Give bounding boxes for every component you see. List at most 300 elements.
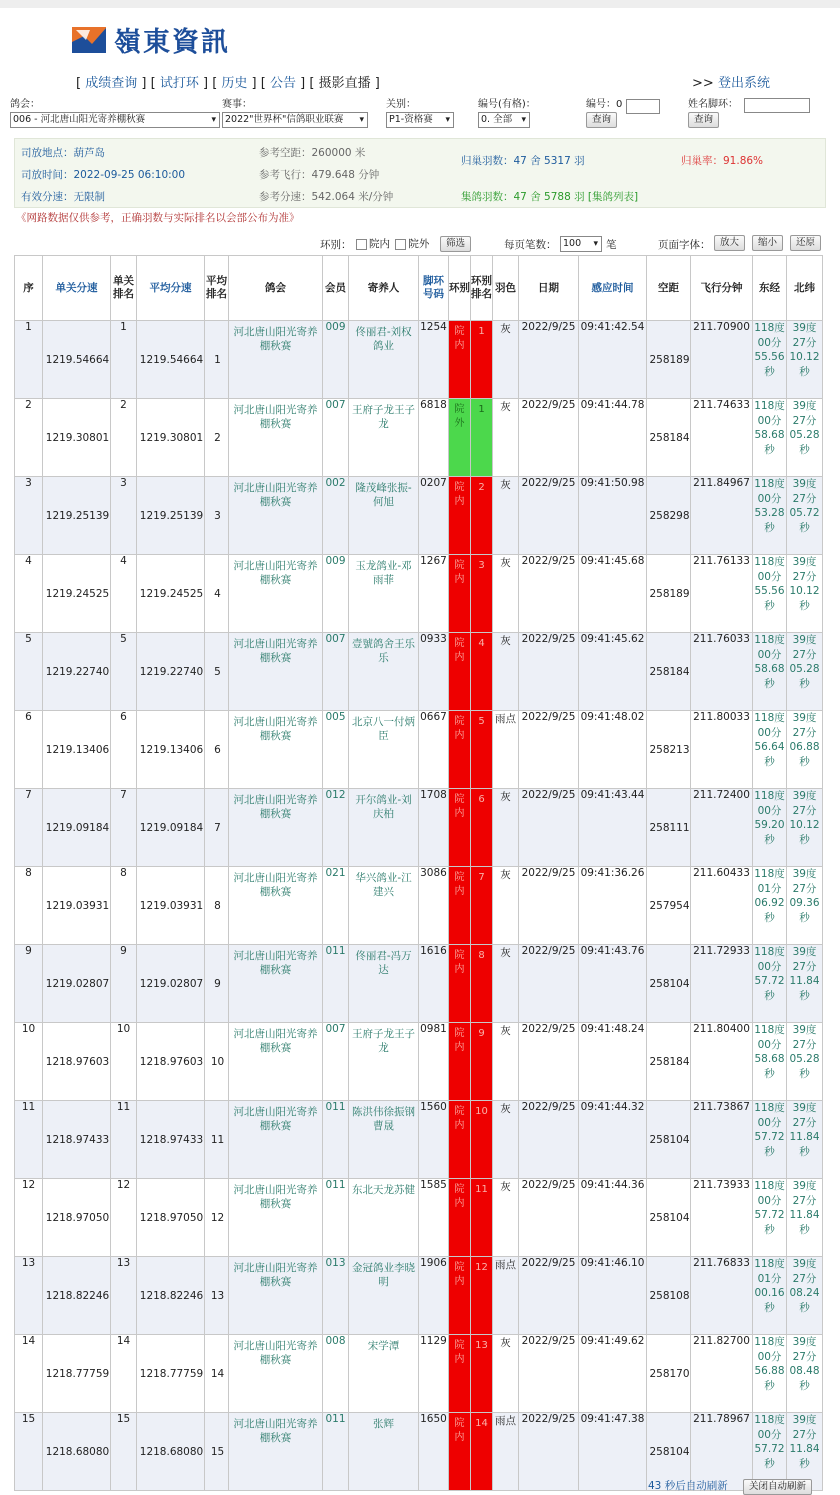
cell-latitude: 39度27分05.28秒 — [787, 399, 823, 477]
cell-ring-type: 院内 — [449, 867, 471, 945]
cell-ring: 0667 — [419, 711, 449, 789]
cell-type-rank: 13 — [471, 1335, 493, 1413]
cell-minutes: 211.60433 — [691, 867, 753, 945]
brand-name: 嶺東資訊 — [114, 26, 230, 58]
table-header-row — [15, 256, 823, 321]
cell-ring-type: 院内 — [449, 1179, 471, 1257]
table-row[interactable] — [15, 711, 823, 789]
cell-member[interactable]: 007 — [323, 1023, 349, 1101]
cell-color: 雨点 — [493, 711, 519, 789]
cell-longitude: 118度00分55.56秒 — [753, 555, 787, 633]
cell-distance: 258104 — [647, 1179, 691, 1257]
cell-type-rank: 8 — [471, 945, 493, 1023]
cell-avg-rank: 1 — [205, 321, 229, 399]
top-band — [0, 0, 840, 8]
cell-member[interactable]: 007 — [323, 633, 349, 711]
cell-distance: 258104 — [647, 945, 691, 1023]
col-avg-speed[interactable]: 平均分速 — [137, 256, 205, 321]
cell-seq: 9 — [15, 945, 43, 1023]
cell-member[interactable]: 008 — [323, 1335, 349, 1413]
cell-rank: 10 — [111, 1023, 137, 1101]
cell-distance: 258170 — [647, 1335, 691, 1413]
cell-latitude: 39度27分11.84秒 — [787, 1413, 823, 1491]
cell-type-rank: 7 — [471, 867, 493, 945]
cell-type-rank: 5 — [471, 711, 493, 789]
ref-distance: 参考空距：260000 米 — [259, 147, 366, 159]
race-label: 赛事： — [222, 99, 252, 110]
cell-avg-rank: 4 — [205, 555, 229, 633]
cell-latitude: 39度27分06.88秒 — [787, 711, 823, 789]
cell-color: 灰 — [493, 1335, 519, 1413]
cell-avg-speed: 1218.97050 — [137, 1179, 205, 1257]
cell-speed: 1219.02807 — [43, 945, 111, 1023]
cell-member[interactable]: 011 — [323, 945, 349, 1023]
cell-avg-rank: 11 — [205, 1101, 229, 1179]
cell-avg-rank: 7 — [205, 789, 229, 867]
cell-ring: 1906 — [419, 1257, 449, 1335]
cell-avg-rank: 8 — [205, 867, 229, 945]
table-row[interactable] — [15, 399, 823, 477]
cell-ring-type: 院内 — [449, 1257, 471, 1335]
cell-member[interactable]: 007 — [323, 399, 349, 477]
cell-longitude: 118度00分53.28秒 — [753, 477, 787, 555]
nav-test-ring[interactable]: 试打环 — [159, 76, 199, 91]
cell-owner[interactable]: 王府子龙王子龙 — [349, 1023, 419, 1101]
inside-checkbox[interactable] — [356, 239, 367, 250]
cell-date: 2022/9/25 — [519, 945, 579, 1023]
cell-type-rank: 1 — [471, 399, 493, 477]
cell-avg-speed: 1219.09184 — [137, 789, 205, 867]
cell-time: 09:41:45.68 — [579, 555, 647, 633]
cell-owner[interactable]: 北京八一付炳臣 — [349, 711, 419, 789]
col-ring-type: 环别 — [449, 256, 471, 321]
cell-rank: 5 — [111, 633, 137, 711]
number-search-button[interactable]: 查询 — [586, 112, 617, 128]
cell-seq: 5 — [15, 633, 43, 711]
cell-avg-speed: 1218.82246 — [137, 1257, 205, 1335]
cell-owner[interactable]: 隆茂峰张振-何旭 — [349, 477, 419, 555]
cell-type-rank: 4 — [471, 633, 493, 711]
table-row[interactable] — [15, 867, 823, 945]
font-size-label: 页面字体： — [658, 239, 711, 251]
number-input[interactable] — [626, 99, 660, 114]
cell-owner[interactable]: 玉龙鸽业-邓雨菲 — [349, 555, 419, 633]
cell-club[interactable]: 河北唐山阳光寄养棚秋赛 — [229, 1413, 323, 1491]
cell-member[interactable]: 009 — [323, 321, 349, 399]
cell-date: 2022/9/25 — [519, 1101, 579, 1179]
cell-seq: 12 — [15, 1179, 43, 1257]
cell-longitude: 118度00分57.72秒 — [753, 1101, 787, 1179]
cell-speed: 1218.68080 — [43, 1413, 111, 1491]
stop-refresh-button[interactable]: 关闭自动刷新 — [743, 1479, 812, 1495]
cell-longitude: 118度00分56.64秒 — [753, 711, 787, 789]
cell-color: 雨点 — [493, 1413, 519, 1491]
cell-time: 09:41:48.24 — [579, 1023, 647, 1101]
cell-owner[interactable]: 东北天龙苏健 — [349, 1179, 419, 1257]
cell-avg-rank: 10 — [205, 1023, 229, 1101]
cell-avg-speed: 1219.24525 — [137, 555, 205, 633]
cell-club[interactable]: 河北唐山阳光寄养棚秋赛 — [229, 555, 323, 633]
cell-date: 2022/9/25 — [519, 711, 579, 789]
cell-speed: 1218.77759 — [43, 1335, 111, 1413]
cell-speed: 1219.24525 — [43, 555, 111, 633]
cell-time: 09:41:46.10 — [579, 1257, 647, 1335]
cell-seq: 7 — [15, 789, 43, 867]
cell-member[interactable]: 002 — [323, 477, 349, 555]
table-row[interactable] — [15, 1023, 823, 1101]
collected-count[interactable]: 集鸽羽数：47 舍 5788 羽 [集鸽列表] — [461, 191, 639, 203]
cell-rank: 15 — [111, 1413, 137, 1491]
cell-longitude: 118度00分57.72秒 — [753, 1179, 787, 1257]
cell-avg-rank: 5 — [205, 633, 229, 711]
cell-rank: 1 — [111, 321, 137, 399]
cell-club[interactable]: 河北唐山阳光寄养棚秋赛 — [229, 1101, 323, 1179]
cell-time: 09:41:43.44 — [579, 789, 647, 867]
cell-type-rank: 14 — [471, 1413, 493, 1491]
stage-label: 关别： — [386, 99, 416, 110]
ref-flight: 参考飞行：479.648 分钟 — [259, 169, 380, 181]
cell-seq: 1 — [15, 321, 43, 399]
col-rank: 单关排名 — [111, 256, 137, 321]
cell-distance: 258184 — [647, 1023, 691, 1101]
col-ring[interactable]: 脚环号码 — [419, 256, 449, 321]
nav-announcement[interactable]: 公告 — [270, 76, 297, 91]
cell-date: 2022/9/25 — [519, 1257, 579, 1335]
cell-club[interactable]: 河北唐山阳光寄养棚秋赛 — [229, 1023, 323, 1101]
cell-member[interactable]: 012 — [323, 789, 349, 867]
race-select[interactable]: 2022"世界杯"信鸽职业联赛 ▾ — [222, 112, 368, 128]
cell-avg-speed: 1218.77759 — [137, 1335, 205, 1413]
table-row[interactable] — [15, 1179, 823, 1257]
cell-member[interactable]: 011 — [323, 1179, 349, 1257]
cell-distance: 258213 — [647, 711, 691, 789]
outside-checkbox[interactable] — [395, 239, 406, 250]
cell-type-rank: 9 — [471, 1023, 493, 1101]
cell-type-rank: 6 — [471, 789, 493, 867]
cell-distance: 258298 — [647, 477, 691, 555]
table-row[interactable] — [15, 321, 823, 399]
valid-speed: 无限制 — [73, 191, 105, 203]
cell-speed: 1219.25139 — [43, 477, 111, 555]
release-place-label: 司放地点： — [21, 147, 74, 159]
cell-owner[interactable]: 张辉 — [349, 1413, 419, 1491]
cell-date: 2022/9/25 — [519, 1413, 579, 1491]
cell-minutes: 211.73933 — [691, 1179, 753, 1257]
cell-ring: 1129 — [419, 1335, 449, 1413]
cell-date: 2022/9/25 — [519, 867, 579, 945]
cell-owner[interactable]: 开尔鸽业-刘庆柏 — [349, 789, 419, 867]
cell-time: 09:41:50.98 — [579, 477, 647, 555]
release-time: 2022-09-25 06:10:00 — [73, 169, 186, 181]
results-body — [15, 321, 823, 1491]
cell-club[interactable]: 河北唐山阳光寄养棚秋赛 — [229, 867, 323, 945]
cell-rank: 7 — [111, 789, 137, 867]
cell-avg-rank: 6 — [205, 711, 229, 789]
cell-minutes: 211.78967 — [691, 1413, 753, 1491]
filter-button[interactable]: 筛选 — [440, 236, 471, 252]
cell-avg-speed: 1219.03931 — [137, 867, 205, 945]
cell-ring: 1616 — [419, 945, 449, 1023]
cell-rank: 9 — [111, 945, 137, 1023]
cell-type-rank: 1 — [471, 321, 493, 399]
cell-time: 09:41:47.38 — [579, 1413, 647, 1491]
cell-ring-type: 院内 — [449, 1101, 471, 1179]
cell-ring: 0981 — [419, 1023, 449, 1101]
col-member: 会员 — [323, 256, 349, 321]
table-row[interactable] — [15, 477, 823, 555]
zoom-in-button[interactable]: 放大 — [714, 235, 745, 251]
table-row[interactable] — [15, 555, 823, 633]
cell-ring: 1267 — [419, 555, 449, 633]
cell-longitude: 118度00分55.56秒 — [753, 321, 787, 399]
cell-seq: 14 — [15, 1335, 43, 1413]
col-seq: 序 — [15, 256, 43, 321]
cell-distance: 258189 — [647, 321, 691, 399]
cell-speed: 1219.09184 — [43, 789, 111, 867]
cell-color: 灰 — [493, 1101, 519, 1179]
refresh-countdown: 43 秒后自动刷新 — [648, 1480, 728, 1492]
table-row[interactable] — [15, 1101, 823, 1179]
reset-font-button[interactable]: 还原 — [790, 235, 821, 251]
release-time-label: 司放时间： — [21, 169, 74, 181]
inside-label: 院内 — [369, 238, 390, 250]
cell-type-rank: 11 — [471, 1179, 493, 1257]
cell-longitude: 118度00分59.20秒 — [753, 789, 787, 867]
cell-color: 灰 — [493, 945, 519, 1023]
logout-area — [692, 72, 770, 91]
cell-owner[interactable]: 金冠鸽业李晓明 — [349, 1257, 419, 1335]
cell-rank: 3 — [111, 477, 137, 555]
col-latitude: 北纬 — [787, 256, 823, 321]
cell-owner[interactable]: 佟丽君-冯万达 — [349, 945, 419, 1023]
stage-select[interactable]: P1-资格赛 ▾ — [386, 112, 454, 128]
cell-date: 2022/9/25 — [519, 633, 579, 711]
code-label: 编号(有格)： — [478, 99, 536, 110]
cell-avg-rank: 9 — [205, 945, 229, 1023]
return-count: 归巢羽数：47 舍 5317 羽 — [461, 155, 585, 167]
cell-owner[interactable]: 王府子龙王子龙 — [349, 399, 419, 477]
per-page-select[interactable]: 100 ▾ — [560, 236, 602, 252]
cell-type-rank: 3 — [471, 555, 493, 633]
cell-avg-speed: 1219.02807 — [137, 945, 205, 1023]
cell-member[interactable]: 013 — [323, 1257, 349, 1335]
per-page-label: 每页笔数： — [504, 239, 557, 251]
col-avg-rank: 平均排名 — [205, 256, 229, 321]
cell-longitude: 118度01分06.92秒 — [753, 867, 787, 945]
cell-ring: 1708 — [419, 789, 449, 867]
cell-seq: 11 — [15, 1101, 43, 1179]
cell-latitude: 39度27分05.28秒 — [787, 633, 823, 711]
col-club: 鸽会 — [229, 256, 323, 321]
cell-latitude: 39度27分11.84秒 — [787, 1101, 823, 1179]
cell-longitude: 118度00分58.68秒 — [753, 399, 787, 477]
main-nav: [ 成绩查询 ] [ 试打环 ] [ 历史 ] [ 公告 ] [ 摄影直播 ] — [76, 76, 380, 91]
cell-club[interactable]: 河北唐山阳光寄养棚秋赛 — [229, 399, 323, 477]
cell-distance: 258111 — [647, 789, 691, 867]
cell-avg-speed: 1218.97433 — [137, 1101, 205, 1179]
filter-bar — [0, 98, 840, 138]
cell-ring-type: 院内 — [449, 789, 471, 867]
cell-ring-type: 院内 — [449, 945, 471, 1023]
cell-owner[interactable]: 壹號鸽舍王乐乐 — [349, 633, 419, 711]
table-row[interactable] — [15, 633, 823, 711]
cell-avg-rank: 14 — [205, 1335, 229, 1413]
table-row[interactable] — [15, 945, 823, 1023]
cell-seq: 10 — [15, 1023, 43, 1101]
return-rate: 归巢率：91.86% — [681, 155, 764, 167]
cell-latitude: 39度27分10.12秒 — [787, 789, 823, 867]
cell-avg-rank: 3 — [205, 477, 229, 555]
cell-color: 灰 — [493, 1179, 519, 1257]
cell-club[interactable]: 河北唐山阳光寄养棚秋赛 — [229, 945, 323, 1023]
cell-date: 2022/9/25 — [519, 1179, 579, 1257]
cell-latitude: 39度27分09.36秒 — [787, 867, 823, 945]
cell-ring-type: 院内 — [449, 711, 471, 789]
cell-color: 灰 — [493, 1023, 519, 1101]
col-minutes: 飞行分钟 — [691, 256, 753, 321]
cell-color: 雨点 — [493, 1257, 519, 1335]
cell-rank: 12 — [111, 1179, 137, 1257]
cell-ring: 6818 — [419, 399, 449, 477]
cell-seq: 13 — [15, 1257, 43, 1335]
cell-type-rank: 10 — [471, 1101, 493, 1179]
cell-ring-type: 院外 — [449, 399, 471, 477]
col-color: 羽色 — [493, 256, 519, 321]
cell-longitude: 118度00分58.68秒 — [753, 633, 787, 711]
cell-member[interactable]: 011 — [323, 1101, 349, 1179]
race-info-panel — [14, 138, 826, 208]
cell-speed: 1219.30801 — [43, 399, 111, 477]
cell-avg-speed: 1218.97603 — [137, 1023, 205, 1101]
cell-ring-type: 院内 — [449, 633, 471, 711]
cell-time: 09:41:43.76 — [579, 945, 647, 1023]
cell-latitude: 39度27分11.84秒 — [787, 1179, 823, 1257]
cell-speed: 1219.13406 — [43, 711, 111, 789]
cell-minutes: 211.80400 — [691, 1023, 753, 1101]
cell-type-rank: 12 — [471, 1257, 493, 1335]
nav-results[interactable]: 成绩查询 — [85, 76, 138, 91]
cell-time: 09:41:45.62 — [579, 633, 647, 711]
cell-member[interactable]: 005 — [323, 711, 349, 789]
cell-club[interactable]: 河北唐山阳光寄养棚秋赛 — [229, 711, 323, 789]
name-ring-input[interactable] — [744, 98, 810, 113]
col-date: 日期 — [519, 256, 579, 321]
cell-owner[interactable]: 陈洪伟徐振钢曹晟 — [349, 1101, 419, 1179]
cell-avg-speed: 1219.54664 — [137, 321, 205, 399]
cell-minutes: 211.76133 — [691, 555, 753, 633]
cell-owner[interactable]: 宋学潭 — [349, 1335, 419, 1413]
cell-club[interactable]: 河北唐山阳光寄养棚秋赛 — [229, 1335, 323, 1413]
cell-rank: 4 — [111, 555, 137, 633]
cell-distance: 258184 — [647, 399, 691, 477]
cell-seq: 6 — [15, 711, 43, 789]
table-row[interactable] — [15, 789, 823, 867]
cell-color: 灰 — [493, 633, 519, 711]
cell-time: 09:41:44.78 — [579, 399, 647, 477]
cell-speed: 1219.22740 — [43, 633, 111, 711]
cell-member[interactable]: 009 — [323, 555, 349, 633]
cell-ring-type: 院内 — [449, 555, 471, 633]
cell-club[interactable]: 河北唐山阳光寄养棚秋赛 — [229, 1179, 323, 1257]
cell-ring-type: 院内 — [449, 321, 471, 399]
code-select[interactable]: 0. 全部 ▾ — [478, 112, 530, 128]
club-select[interactable]: 006 - 河北唐山阳光寄养棚秋赛 ▾ — [10, 112, 220, 128]
cell-latitude: 39度27分05.72秒 — [787, 477, 823, 555]
cell-club[interactable]: 河北唐山阳光寄养棚秋赛 — [229, 633, 323, 711]
cell-date: 2022/9/25 — [519, 789, 579, 867]
nav-history[interactable]: 历史 — [221, 76, 248, 91]
cell-latitude: 39度27分10.12秒 — [787, 555, 823, 633]
zoom-out-button[interactable]: 缩小 — [752, 235, 783, 251]
cell-minutes: 211.82700 — [691, 1335, 753, 1413]
cell-avg-speed: 1219.30801 — [137, 399, 205, 477]
valid-speed-label: 有效分速： — [21, 191, 74, 203]
cell-longitude: 118度00分57.72秒 — [753, 945, 787, 1023]
per-page-unit: 笔 — [606, 239, 617, 251]
cell-owner[interactable]: 华兴鸽业-江建兴 — [349, 867, 419, 945]
cell-avg-speed: 1218.68080 — [137, 1413, 205, 1491]
cell-club[interactable]: 河北唐山阳光寄养棚秋赛 — [229, 477, 323, 555]
cell-minutes: 211.76033 — [691, 633, 753, 711]
disclaimer-notice: 《网路数据仅供参考，正确羽数与实际排名以会部公布为准》 — [16, 212, 300, 224]
cell-color: 灰 — [493, 399, 519, 477]
cell-avg-rank: 12 — [205, 1179, 229, 1257]
cell-minutes: 211.72933 — [691, 945, 753, 1023]
cell-club[interactable]: 河北唐山阳光寄养棚秋赛 — [229, 321, 323, 399]
cell-type-rank: 2 — [471, 477, 493, 555]
name-search-button[interactable]: 查询 — [688, 112, 719, 128]
cell-avg-speed: 1219.25139 — [137, 477, 205, 555]
name-ring-label: 姓名脚环： — [688, 99, 738, 110]
cell-rank: 2 — [111, 399, 137, 477]
cell-ring: 1560 — [419, 1101, 449, 1179]
site-logo[interactable] — [72, 22, 230, 56]
cell-member[interactable]: 011 — [323, 1413, 349, 1491]
cell-club[interactable]: 河北唐山阳光寄养棚秋赛 — [229, 789, 323, 867]
cell-ring: 0207 — [419, 477, 449, 555]
cell-owner[interactable]: 佟丽君-刘权鸽业 — [349, 321, 419, 399]
cell-member[interactable]: 021 — [323, 867, 349, 945]
col-speed[interactable]: 单关分速 — [43, 256, 111, 321]
cell-speed: 1219.54664 — [43, 321, 111, 399]
table-row[interactable] — [15, 1257, 823, 1335]
cell-avg-rank: 13 — [205, 1257, 229, 1335]
number-label: 编号：0 — [586, 99, 623, 110]
cell-ring: 1650 — [419, 1413, 449, 1491]
cell-seq: 3 — [15, 477, 43, 555]
cell-distance: 258189 — [647, 555, 691, 633]
nav-live[interactable]: 摄影直播 — [318, 76, 371, 91]
table-row[interactable] — [15, 1335, 823, 1413]
col-time[interactable]: 感应时间 — [579, 256, 647, 321]
cell-time: 09:41:49.62 — [579, 1335, 647, 1413]
cell-minutes: 211.80033 — [691, 711, 753, 789]
cell-longitude: 118度00分58.68秒 — [753, 1023, 787, 1101]
cell-ring-type: 院内 — [449, 1023, 471, 1101]
cell-longitude: 118度01分00.16秒 — [753, 1257, 787, 1335]
ring-type-label: 环别： — [320, 239, 352, 251]
logout-link[interactable]: 登出系统 — [717, 76, 770, 91]
cell-minutes: 211.73867 — [691, 1101, 753, 1179]
cell-ring-type: 院内 — [449, 1413, 471, 1491]
cell-date: 2022/9/25 — [519, 1335, 579, 1413]
cell-rank: 13 — [111, 1257, 137, 1335]
cell-avg-speed: 1219.22740 — [137, 633, 205, 711]
cell-club[interactable]: 河北唐山阳光寄养棚秋赛 — [229, 1257, 323, 1335]
club-label: 鸽会： — [10, 99, 40, 110]
cell-avg-rank: 15 — [205, 1413, 229, 1491]
cell-seq: 15 — [15, 1413, 43, 1491]
